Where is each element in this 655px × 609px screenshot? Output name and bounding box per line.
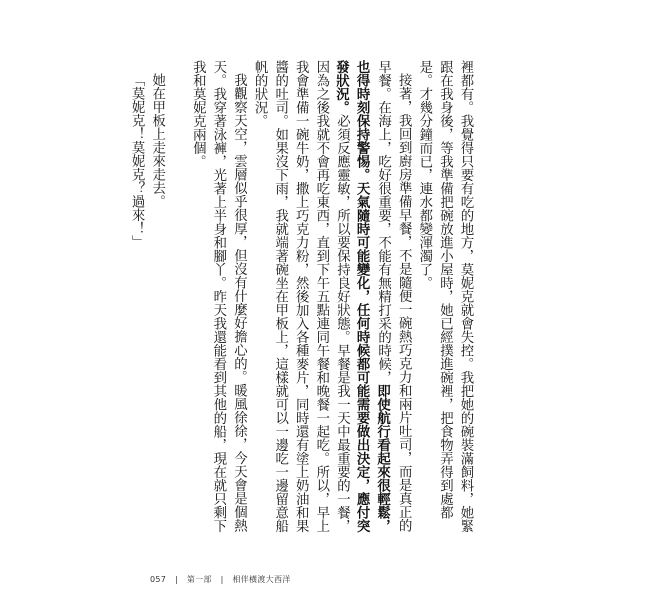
paragraph-2-bold-emphasis: 即使航行看起來很輕鬆，也得時刻保持警惕。天氣隨時可能變化，任何時候都可能需要做出決定，應付突發狀況。 [333,60,391,533]
page-footer [150,574,297,585]
paragraph-2-start: 接著，我回到廚房準備早餐，不是隨便一碗熱巧克力和兩片吐司，而是真正的早餐。在海上，吃好很重要，不能有無精打采的時候， [375,60,412,533]
paragraph-3: 我觀察天空，雲層似乎很厚，但沒有什麼好擔心的。暖風徐徐，今天會是個熱天。我穿著泳褲，光著上半身和腳丫。昨天我還能看到其他的船，現在就只剩下我和莫妮克兩個。 [190,60,247,533]
paragraph-5-quote: 「莫妮克！莫妮克？過來！」 [129,73,145,249]
chapter-title: 相伴橫渡大西洋 [232,575,291,584]
footer-divider-2: | [220,575,224,584]
paragraph-1: 裡都有。我覺得只要有吃的地方，莫妮克就會失控。我把她的碗裝滿飼料，她緊跟在我身後，等我準備把碗放進小屋時，她已經撲進碗裡，把食物弄得到處都是。才幾分鐘而已，連水都變渾濁了。 [416,60,473,533]
paragraph-2-end: 必須反應靈敏，所以要保持良好狀態。早餐是我一天中最重要的一餐，因為之後我就不會再吃東西，直到下午五點連同午餐和晚餐一起吃。所以，早上我會準備一碗牛奶，撒上巧克力粉，然後加入各種麥片，同時還有塗上奶油和果醬的吐司。如果沒下雨，我就端著碗坐在甲板上，這樣就可以一邊吃一邊留意船帆的狀況。 [252,60,350,533]
section-label: 第一部 [186,575,212,584]
vertical-text-body [126,60,476,540]
paragraph-2 [248,60,413,540]
footer-divider: | [175,575,179,584]
page-number: 057 [150,575,167,584]
paragraph-4: 她在甲板上走來走去。 [149,73,165,209]
